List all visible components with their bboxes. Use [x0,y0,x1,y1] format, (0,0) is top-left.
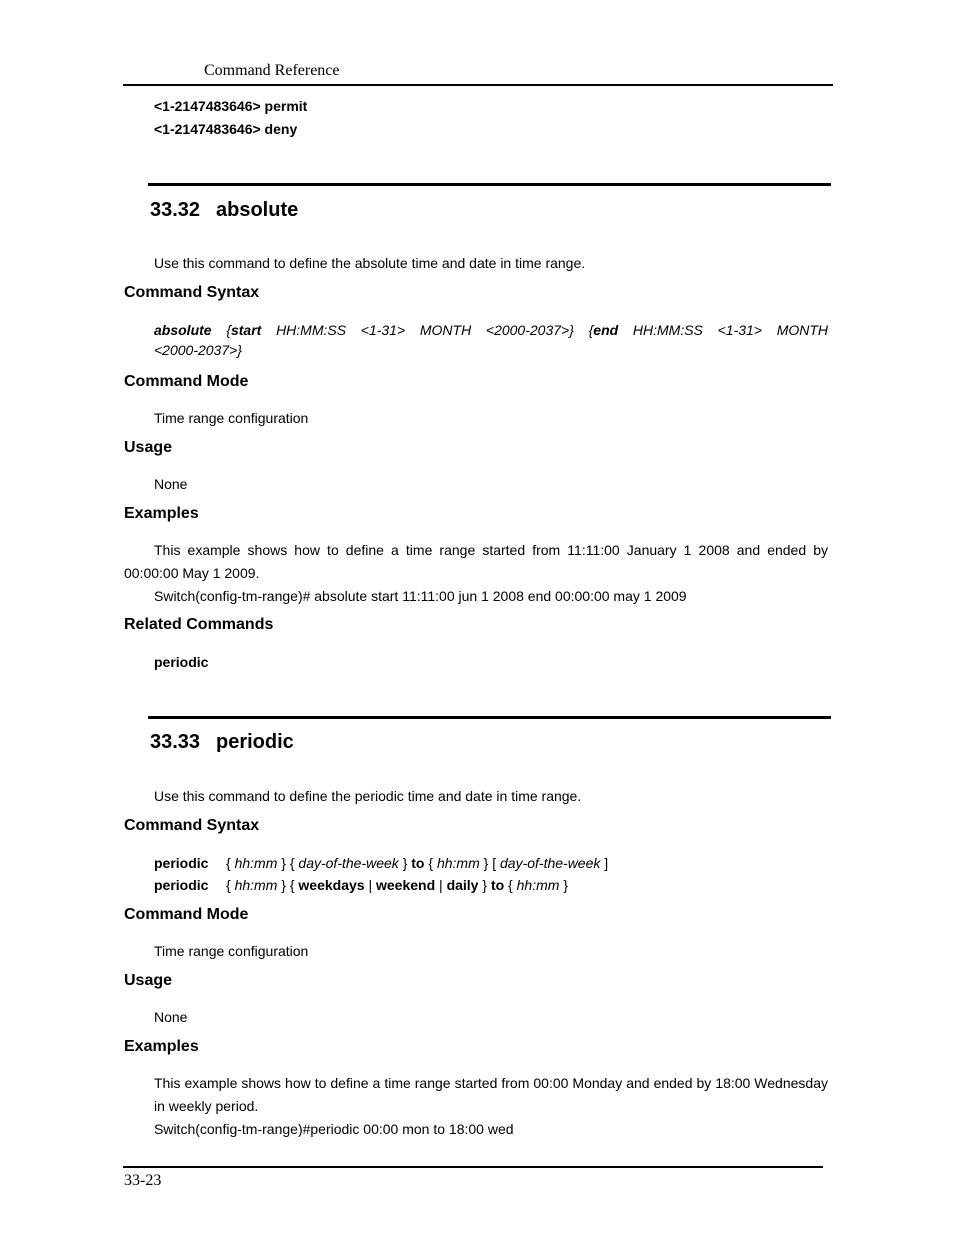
related-command-periodic: periodic [154,654,209,670]
syntax-punct: } [402,855,408,871]
usage-heading: Usage [124,439,173,456]
syntax-keyword: absolute [154,322,212,338]
syntax-punct: { [428,855,434,871]
intro-line-permit: <1-2147483646> permit [154,98,308,114]
syntax-keyword: periodic [154,877,209,893]
usage-heading: Usage [124,972,173,989]
example-description [124,539,828,585]
section-heading-periodic [150,731,294,754]
example-text: This example shows how to define a time range started from 11:11:00 January 1 2008 and ended by 00:00:00 May 1 2009. [124,542,828,581]
syntax-arg: hh:mm [516,877,560,893]
usage-value: None [154,476,188,492]
section-description: Use this command to define the absolute time and date in time range. [154,255,586,271]
syntax-punct: } { [281,877,295,893]
section-divider [148,716,831,719]
section-number: 33.33 [150,731,201,753]
syntax-punct: } [ [483,855,497,871]
syntax-arg: hh:mm [234,855,278,871]
command-syntax-heading: Command Syntax [124,284,260,301]
syntax-args: HH:MM:SS <1-31> MONTH <2000-2037>} [276,322,574,338]
syntax-arg: hh:mm [234,877,278,893]
example-command: Switch(config-tm-range)#periodic 00:00 mon to 18:00 wed [154,1121,514,1137]
examples-heading: Examples [124,1038,199,1055]
command-mode-value: Time range configuration [154,410,309,426]
syntax-keyword: periodic [154,855,209,871]
section-divider [148,183,831,186]
command-mode-heading: Command Mode [124,373,249,390]
command-syntax-periodic-1 [154,855,608,871]
syntax-arg: day-of-the-week [500,855,601,871]
intro-line-deny: <1-2147483646> deny [154,121,298,137]
section-title: periodic [216,731,294,753]
syntax-punct: ] [604,855,609,871]
usage-value: None [154,1009,188,1025]
syntax-keyword: end [593,322,619,338]
syntax-punct: { [508,877,513,893]
section-number: 33.32 [150,199,201,221]
command-mode-heading: Command Mode [124,906,249,923]
examples-heading: Examples [124,505,199,522]
syntax-punct: | [439,877,443,893]
syntax-punct: { [226,322,231,338]
syntax-keyword: to [490,877,505,893]
syntax-punct: } { [281,855,295,871]
syntax-keyword: daily [446,877,479,893]
syntax-keyword: start [230,322,262,338]
syntax-keyword: weekdays [298,877,365,893]
syntax-arg: day-of-the-week [298,855,399,871]
command-mode-value: Time range configuration [154,943,309,959]
example-command: Switch(config-tm-range)# absolute start 11:11:00 jun 1 2008 end 00:00:00 may 1 2009 [154,588,687,604]
command-syntax-periodic-2 [154,877,568,893]
syntax-args: HH:MM:SS <1-31> MONTH [632,322,829,338]
running-header: Command Reference [204,62,340,79]
related-commands-heading: Related Commands [124,616,274,633]
syntax-punct: | [368,877,373,893]
syntax-punct: { [226,855,231,871]
section-heading-absolute [150,199,298,222]
syntax-punct: { [588,322,594,338]
command-syntax-absolute [154,319,828,341]
syntax-punct: } [482,877,488,893]
syntax-keyword: to [411,855,425,871]
syntax-keyword: weekend [376,877,436,893]
syntax-punct: } [563,877,568,893]
section-title: absolute [216,199,299,221]
example-description: This example shows how to define a time range started from 00:00 Monday and ended by 18:00 Wednesday in weekly period. [154,1075,828,1114]
syntax-arg: hh:mm [436,855,480,871]
syntax-punct: { [226,877,231,893]
header-divider [123,84,833,86]
command-syntax-absolute-cont: <2000-2037>} [154,342,242,358]
footer-divider [123,1166,823,1168]
page-number: 33-23 [124,1172,162,1189]
command-syntax-heading: Command Syntax [124,817,260,834]
section-description: Use this command to define the periodic time and date in time range. [154,788,582,804]
